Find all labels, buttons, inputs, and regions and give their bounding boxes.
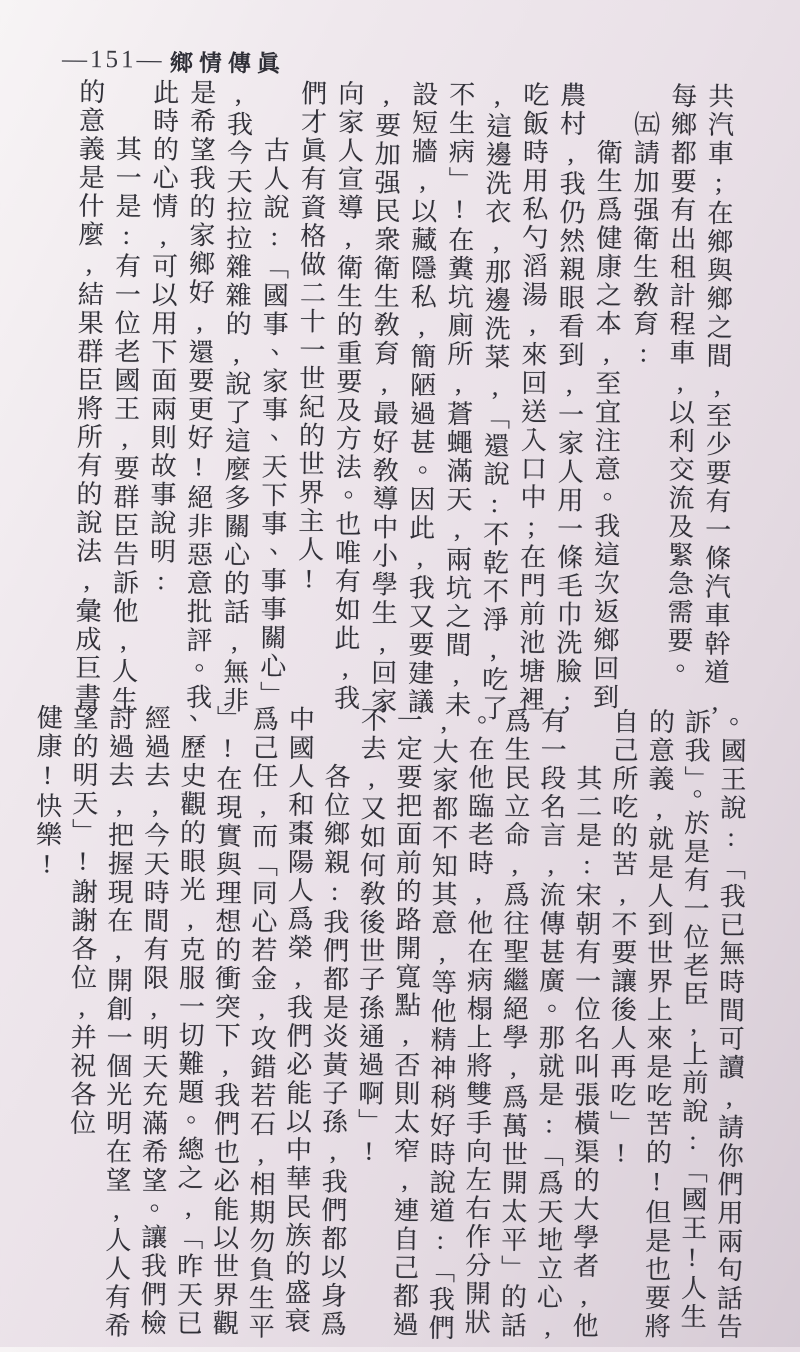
text-column: 的意義,就是人到世界上來是吃苦的!但是也要將 [641,707,675,1342]
book-title: 鄉情傳眞 [169,50,287,77]
text-column: 衛生爲健康之本,至宜注意。我這次返鄉回到 [589,81,623,712]
text-column: 爲己任,而「同心若金,攻錯若石,相期勿負生平 [245,705,279,1342]
text-column: ,大家都不知其意,等他精神稍好時說道:「我們 [425,706,459,1343]
text-column: 。在他臨老時,他在病榻上將雙手向左右作分開狀 [461,706,495,1337]
text-column: 其一是:有一位老國王,要群臣告訴他,人生 [108,78,142,715]
text-column: 其二是:宋朝有一位名叫張橫渠的大學者,他 [569,707,603,1341]
text-column: ,這邊洗衣,那邊洗菜,「還說:不乾不淨,吃了 [478,80,512,723]
text-column: 討過去,把握現在,開創一個光明在望,人人有希 [101,704,135,1341]
text-column: 中國人和棗陽人爲榮,我們必能以中華民族的盛衰 [281,705,315,1336]
text-column: 不生病」!在糞坑廁所,蒼蠅滿天,兩坑之間,未 [441,80,475,720]
text-column: 此時的心情,可以用下面兩則故事說明: [146,78,179,598]
text-column: 一定要把面前的路開寬點,否則太窄,連自己都過 [389,706,423,1340]
text-column: 向家人宣導,衛生的重要及方法。也唯有如此,我 [330,79,364,713]
text-column: ㈤請加强衛生敎育: [628,81,660,371]
text-column: 每鄉都要有出租計程車,以利交流及緊急需要。 [663,82,697,684]
text-column: 們才眞有資格做二十一世紀的世界主人! [294,79,327,596]
text-column: 自己所吃的苦,不要讓後人再吃」! [606,707,639,1170]
text-column: 吃飯時用私勺滔湯,來回送入口中;在門前池塘裡 [515,81,549,715]
text-column: 」!在現實與理想的衝突下,我們也必能以世界觀 [209,704,243,1339]
text-column: ,要加强民衆衛生敎育,最好敎導中小學生,回家 [367,80,401,717]
text-column: 農村,我仍然親眼看到,一家人用一條毛巾洗臉; [552,81,586,718]
bottom-text-block [25,704,749,1349]
text-column: 是希望我的家鄉好,還要更好!絕非惡意批評。我 [182,78,216,712]
text-column: 不去,又如何敎後世子孫通過啊」! [354,705,387,1169]
text-column: 。國王說:「我已無時間可讀,請你們用兩句話告 [713,708,747,1342]
text-column: 古人說:「國事、家事、天下事、事事關心」 [256,79,290,710]
page-number: —151— [61,45,165,74]
text-column: 各位鄉親:我們都是炎黃子孫,我們都以身爲 [317,705,351,1339]
text-column: 健康!快樂! [32,703,63,881]
text-column: 設短牆,以藏隱私,簡陋過甚。因此,我又要建議 [404,80,438,717]
text-column: 、歷史觀的眼光,克服一切難題。總之,「昨天已 [173,704,207,1338]
text-column: 爲生民立命,爲往聖繼絕學,爲萬世開太平」的話 [497,706,531,1341]
top-text-block [68,77,738,723]
text-column: 有一段名言,流傳甚廣。那就是:「爲天地立心, [533,707,567,1344]
text-column: 共汽車;在鄉與鄉之間,至少要有一條汽車幹道, [700,82,734,719]
text-column: 望的明天」!謝謝各位,并祝各位 [66,703,99,1138]
text-column: 訴我」。於是有一位老臣,上前說:「國王!人生 [677,708,711,1332]
text-column: 經過去,今天時間有限,明天充滿希望。讓我們檢 [137,704,171,1338]
text-column: 的意義是什麼,結果群臣將所有的說法,彙成巨書 [71,77,105,712]
text-column: ,我今天拉拉雜雜的,說了這麼多關心的話,無非 [219,79,253,716]
